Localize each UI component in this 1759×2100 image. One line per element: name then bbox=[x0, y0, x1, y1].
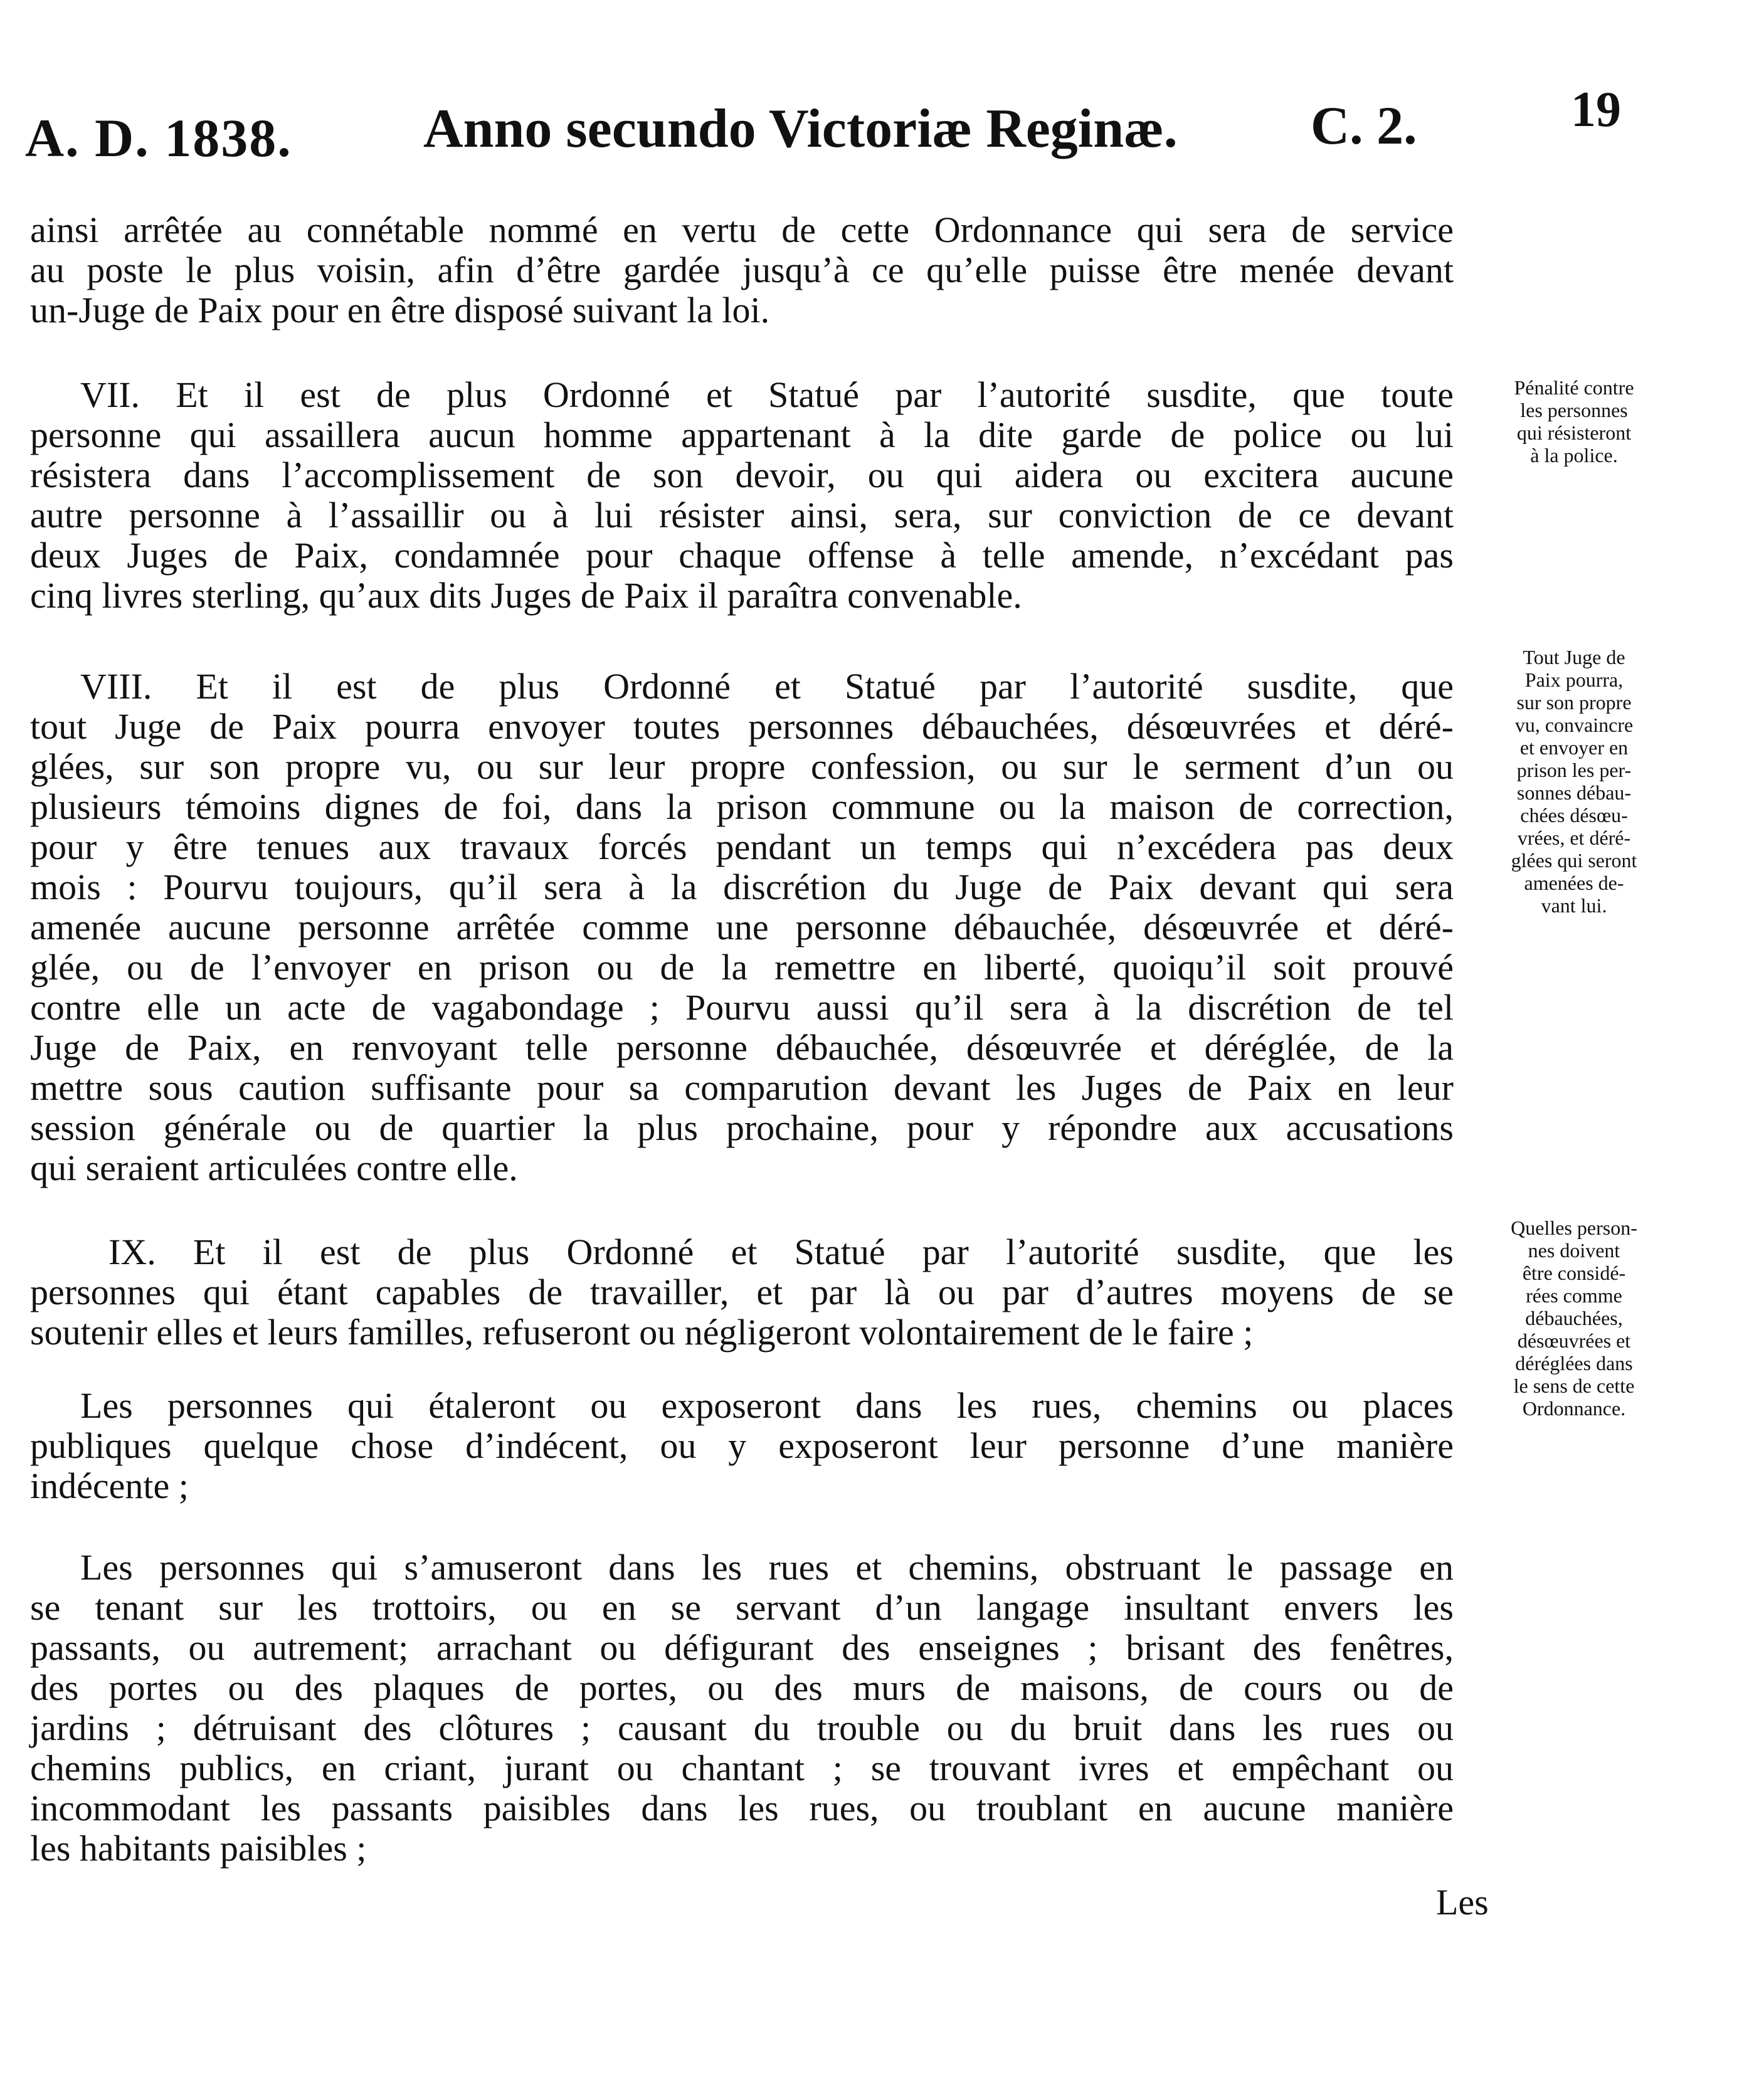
text-line: tout Juge de Paix pourra envoyer toutes personnes débauchées, désœuvrées et déré- bbox=[30, 706, 1454, 747]
margin-note-line: Tout Juge de bbox=[1523, 646, 1625, 668]
text-line: autre personne à l’assaillir ou à lui résister ainsi, sera, sur conviction de ce devant bbox=[30, 495, 1454, 536]
section-vii bbox=[30, 375, 1454, 616]
text-line: amenée aucune personne arrêtée comme une personne débauchée, désœuvrée et déré- bbox=[30, 907, 1454, 947]
text-line: mettre sous caution suffisante pour sa comparution devant les Juges de Paix en leur bbox=[30, 1067, 1454, 1108]
catchword: Les bbox=[1436, 1882, 1489, 1923]
text-line: indécente ; bbox=[30, 1465, 189, 1506]
text-line: VIII. Et il est de plus Ordonné et Statué par l’autorité susdite, que bbox=[80, 666, 1454, 707]
margin-note-penalty bbox=[1480, 376, 1668, 467]
text-line: glée, ou de l’envoyer en prison ou de la remettre en liberté, quoiqu’il soit prouvé bbox=[30, 947, 1454, 988]
margin-note-line: désœuvrées et bbox=[1517, 1329, 1631, 1352]
text-line: plusieurs témoins dignes de foi, dans la prison commune ou la maison de correction, bbox=[30, 786, 1454, 827]
margin-note-line: le sens de cette bbox=[1513, 1374, 1635, 1397]
margin-note-quelles-personnes bbox=[1480, 1216, 1668, 1420]
margin-note-line: débauchées, bbox=[1525, 1307, 1623, 1329]
text-line: IX. Et il est de plus Ordonné et Statué par l’autorité susdite, que les bbox=[108, 1232, 1454, 1272]
text-line: résistera dans l’accomplissement de son devoir, ou qui aidera ou excitera aucune bbox=[30, 455, 1454, 495]
text-line: mois : Pourvu toujours, qu’il sera à la discrétion du Juge de Paix devant qui sera bbox=[30, 867, 1454, 907]
header-year: A. D. 1838. bbox=[25, 108, 292, 168]
text-line: pour y être tenues aux travaux forcés pendant un temps qui n’excédera pas deux bbox=[30, 826, 1454, 867]
text-line: se tenant sur les trottoirs, ou en se servant d’un langage insultant envers les bbox=[30, 1587, 1454, 1628]
text-line: au poste le plus voisin, afin d’être gardée jusqu’à ce qu’elle puisse être menée devant bbox=[30, 250, 1454, 290]
text-line: passants, ou autrement; arrachant ou défigurant des enseignes ; brisant des fenêtres, bbox=[30, 1627, 1454, 1668]
margin-note-line: et envoyer en bbox=[1519, 736, 1629, 759]
text-line: cinq livres sterling, qu’aux dits Juges de Paix il paraîtra convenable. bbox=[30, 575, 1022, 616]
text-line: jardins ; détruisant des clôtures ; causant du trouble ou du bruit dans les rues ou bbox=[30, 1707, 1454, 1748]
section-ix bbox=[30, 1232, 1454, 1353]
margin-note-line: vu, convaincre bbox=[1514, 714, 1634, 736]
text-line: ainsi arrêtée au connétable nommé en vertu de cette Ordonnance qui sera de service bbox=[30, 209, 1454, 250]
paragraph-disturbance bbox=[30, 1548, 1454, 1869]
text-line: soutenir elles et leurs familles, refuseront ou négligeront volontairement de le faire ; bbox=[30, 1312, 1254, 1353]
text-line: qui seraient articulées contre elle. bbox=[30, 1148, 518, 1188]
margin-note-line: sur son propre bbox=[1516, 691, 1632, 714]
margin-note-line: Quelles person- bbox=[1511, 1216, 1637, 1239]
margin-note-line: Ordonnance. bbox=[1522, 1397, 1626, 1420]
margin-note-line: les personnes bbox=[1520, 399, 1628, 421]
margin-note-line: déréglées dans bbox=[1515, 1352, 1633, 1374]
margin-note-line: à la police. bbox=[1530, 444, 1618, 467]
paragraph-indecent bbox=[30, 1386, 1454, 1506]
paragraph-continuation bbox=[30, 210, 1454, 330]
text-line: VII. Et il est de plus Ordonné et Statué par l’autorité susdite, que toute bbox=[80, 374, 1454, 415]
header-title: Anno secundo Victoriæ Reginæ. bbox=[423, 98, 1178, 159]
section-viii bbox=[30, 667, 1454, 1188]
text-line: incommodant les passants paisibles dans les rues, ou troublant en aucune manière bbox=[30, 1788, 1454, 1828]
margin-note-line: Pénalité contre bbox=[1514, 376, 1634, 399]
margin-note-line: amenées de- bbox=[1524, 872, 1624, 894]
margin-note-line: vrées, et déré- bbox=[1517, 826, 1631, 849]
margin-note-line: qui résisteront bbox=[1516, 421, 1632, 444]
text-line: glées, sur son propre vu, ou sur leur propre confession, ou sur le serment d’un ou bbox=[30, 746, 1454, 787]
margin-note-line: chées désœu- bbox=[1520, 804, 1628, 826]
margin-note-line: prison les per- bbox=[1516, 759, 1632, 781]
margin-note-juge-de-paix bbox=[1480, 646, 1668, 917]
header-chapter: C. 2. bbox=[1311, 95, 1417, 156]
margin-note-line: glées qui seront bbox=[1511, 849, 1637, 872]
text-line: Les personnes qui étaleront ou exposeront dans les rues, chemins ou places bbox=[80, 1385, 1454, 1426]
text-line: Juge de Paix, en renvoyant telle personne débauchée, désœuvrée et déréglée, de la bbox=[30, 1027, 1454, 1068]
text-line: personnes qui étant capables de travailler, et par là ou par d’autres moyens de se bbox=[30, 1272, 1454, 1312]
margin-note-line: vant lui. bbox=[1541, 894, 1607, 917]
text-line: contre elle un acte de vagabondage ; Pourvu aussi qu’il sera à la discrétion de tel bbox=[30, 987, 1454, 1028]
text-line: Les personnes qui s’amuseront dans les rues et chemins, obstruant le passage en bbox=[80, 1547, 1454, 1588]
text-line: session générale ou de quartier la plus prochaine, pour y répondre aux accusations bbox=[30, 1107, 1454, 1148]
margin-note-line: sonnes débau- bbox=[1516, 781, 1632, 804]
text-line: chemins publics, en criant, jurant ou chantant ; se trouvant ivres et empêchant ou bbox=[30, 1748, 1454, 1788]
text-line: les habitants paisibles ; bbox=[30, 1828, 367, 1869]
text-line: des portes ou des plaques de portes, ou des murs de maisons, de cours ou de bbox=[30, 1667, 1454, 1708]
margin-note-line: nes doivent bbox=[1528, 1239, 1620, 1262]
text-line: deux Juges de Paix, condamnée pour chaque offense à telle amende, n’excédant pas bbox=[30, 535, 1454, 576]
text-line: un-Juge de Paix pour en être disposé suivant la loi. bbox=[30, 290, 770, 330]
text-line: publiques quelque chose d’indécent, ou y exposeront leur personne d’une manière bbox=[30, 1425, 1454, 1466]
text-line: personne qui assaillera aucun homme appartenant à la dite garde de police ou lui bbox=[30, 414, 1454, 455]
page-number: 19 bbox=[1571, 82, 1621, 137]
margin-note-line: rées comme bbox=[1526, 1284, 1622, 1307]
margin-note-line: être considé- bbox=[1522, 1262, 1626, 1284]
margin-note-line: Paix pourra, bbox=[1524, 668, 1624, 691]
